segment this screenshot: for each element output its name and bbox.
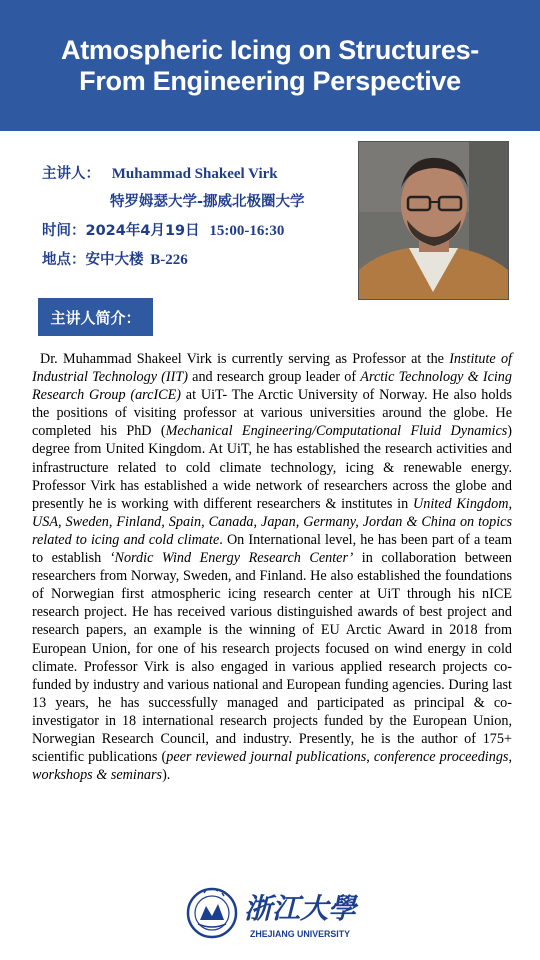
bio-italic-run: United Kingdom, USA, Sweden, Finland, Spain, Canada, Japan, Germany, Jordan & China on topics related to icing and cold climate xyxy=(32,495,512,548)
bio-text-run: at UiT- The Arctic University of Norway. He also holds the positions of visiting professor at various universities around the globe. He completed his PhD ( xyxy=(32,387,512,440)
speaker-name: Muhammad Shakeel Virk xyxy=(111,166,278,182)
bio-text-run: Dr. Muhammad Shakeel Virk is currently serving as Professor at the xyxy=(40,351,450,367)
bio-italic-run: Mechanical Engineering/Computational Fluid Dynamics xyxy=(165,423,508,440)
intro-heading: 主讲人简介： xyxy=(38,298,153,336)
bio-text-run: . On International level, he has been part of a team to establish xyxy=(32,531,512,567)
time-row xyxy=(42,219,284,240)
bio-text-run: in collaboration between researchers from Norway, Sweden, and Finland. He also established the foundations of Norwegian first atmospheric icing research center at UiT through his nICE research project. He has received various distinguished awards of best project and research papers, an example is the winning of EU Arctic Award in 2018 from European Union, for one of his research projects focused on wind energy in cold climate. Professor Virk is also engaged in various applied research projects co-funded by industry and various national and European funding agencies. During last 13 years, he has successfully managed and participated as principal & co-investigator in 18 international research projects funded by the European Union, Norwegian Research Council, and industry. Presently, he is the author of 175+ scientific publications ( xyxy=(32,550,513,766)
bio-text-run: ) degree from United Kingdom. At UiT, he has established the research activities and infrastructure related to cold climate technology, icing & renewable energy. Professor Virk has established a wide network of researchers across the globe and presently he is working with different researchers & institutes in xyxy=(32,423,512,512)
venue-label: 地点： xyxy=(42,252,86,268)
time-hours: 15:00-16:30 xyxy=(209,223,285,239)
venue-building: 安中大楼 xyxy=(85,252,144,268)
bio-italic-run: Arctic Technology & Icing Research Group (arcICE) xyxy=(32,369,512,404)
time-label: 时间： xyxy=(42,223,86,239)
speaker-row xyxy=(42,162,278,183)
speaker-label: 主讲人： xyxy=(42,166,100,182)
logo-chinese-text: 浙江大學 xyxy=(244,892,359,925)
time-date: 2024年4月19日 xyxy=(85,223,200,239)
bio-text-run: ). xyxy=(162,767,171,784)
speaker-affiliation: 特罗姆瑟大学-挪威北极圈大学 xyxy=(110,194,305,210)
speaker-affiliation-row xyxy=(110,190,305,211)
bio-italic-run: ‘Nordic Wind Energy Research Center’ xyxy=(109,550,354,567)
title-line-1: Atmospheric Icing on Structures- xyxy=(61,34,479,65)
title-line-2: From Engineering Perspective xyxy=(79,65,461,96)
bio-italic-run: Institute of Industrial Technology (IIT) xyxy=(32,351,512,386)
university-seal xyxy=(188,889,236,937)
speaker-bio xyxy=(32,350,512,784)
title-banner xyxy=(0,0,540,131)
venue-row xyxy=(42,248,188,269)
logo-english-text: ZHEJIANG UNIVERSITY xyxy=(250,929,351,940)
bio-italic-run: peer reviewed journal publications, conference proceedings, workshops & seminars xyxy=(32,749,512,784)
bio-text-run: and research group leader of xyxy=(187,369,361,386)
venue-room: B-226 xyxy=(150,252,188,268)
speaker-photo xyxy=(358,141,509,300)
zhejiang-university-logo xyxy=(186,884,361,944)
